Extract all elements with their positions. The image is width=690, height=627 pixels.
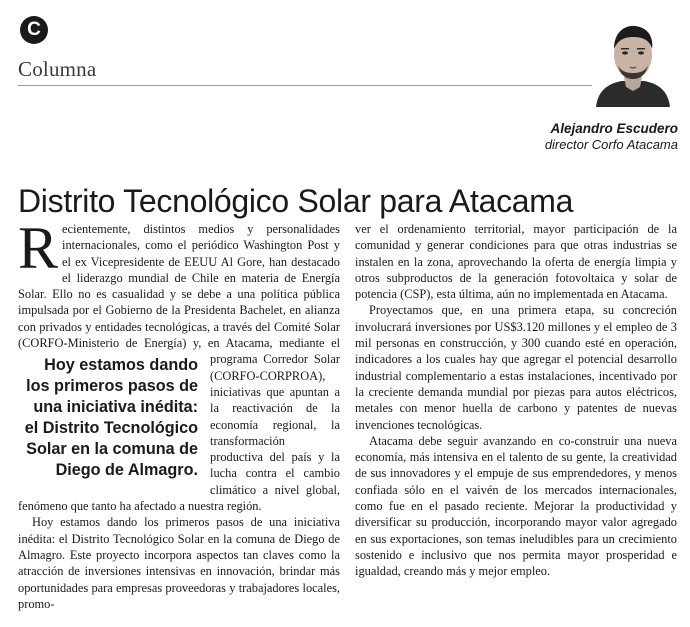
article-column-1 xyxy=(18,215,341,621)
author-role: director Corfo Atacama xyxy=(544,137,678,152)
paragraph-2: Hoy estamos dando los primeros pasos de una iniciativa inédita: el Distrito Tecnológico Solar en la comuna de Diego de Almagro. Este proyecto incorpora aspectos tan claves como la atracción de inversiones intensivas en innovación, brindar más oportunidades para empresas proveedoras y trabajadores locales, promo- xyxy=(18,515,340,611)
paragraph-1-text-start: ecientemente, distintos medios y personalidades internacionales, como el periódico Washington Post y el ex Vicepresidente de EEUU Al Gore, han destacado el liderazgo mundial de Chile en materia de Energía Solar. Ello no es casualidad y se debe a una política pública impulsada por el Gobierno de la Presidenta Bachelet, en alianza con privados y entidades tecnológicas, a través del Comité Solar (CORFO-Ministerio de Energía) y, en Atacama, xyxy=(18,222,340,351)
drop-cap: R xyxy=(18,215,59,281)
header-divider xyxy=(18,85,594,86)
paragraph-3: ver el ordenamiento territorial, mayor participación de la comunidad y generar condiciones para que otras industrias se instalen en la zona, aprovechando la oferta de energía limpia y otros subproductos de la generación fotovoltaica y solar de potencia (CSP), esta última, aún no implementada en Atacama. xyxy=(355,222,677,302)
pull-quote: Hoy estamos dando los primeros pasos de una iniciativa inédita: el Distrito Tecnológico Solar en la comuna de Diego de Almagro. xyxy=(24,356,198,480)
section-label: Columna xyxy=(18,57,97,81)
paragraph-5: Atacama debe seguir avanzando en co-construir una nueva economía, más intensiva en el talento de su gente, la creatividad de sus innovadores y el empuje de sus emprendedores, y menos confiada sólo en el vaivén de los mercados internacionales, como fue en el pasado reciente. Mejorar la productividad y diversificar su producción, incorporando mayor valor agregado en sus exportaciones, son temas ineludibles para un crecimiento sostenido e inclusivo que nos permita mayor prosperidad e igualdad, creando más y mejor empleo. xyxy=(355,433,677,579)
section-badge: C xyxy=(20,16,48,44)
paragraph-1-text-end: mediante el programa Corredor Solar (CORFO-CORPROA), iniciativas que apuntan a la reactivación de la economía regional, la transformación productiva del país y la lucha contra el cambio climático a nivel global, fenómeno que tanto ha afectado a nuestra región. xyxy=(18,336,341,514)
paragraph-4: Proyectamos que, en una primera etapa, su concreción involucrará inversiones por US$3.120 millones y el empleo de 3 mil personas en construcción, y 300 cuando esté en operación, indicadores a los cuales hay que agregar el potencial desarrollo industrial complementario a estas instalaciones, incentivado por la creciente demanda mundial por piezas para autos eléctricos, metales con menor huella de carbono y patentes de nuevas invenciones tecnológicas. xyxy=(355,303,677,432)
paragraph-intro xyxy=(18,215,341,514)
author-portrait-icon xyxy=(592,15,674,107)
author-name: Alejandro Escudero xyxy=(550,121,678,136)
article-column-2 xyxy=(355,221,677,621)
paragraph-1-text xyxy=(18,215,341,514)
article-headline: Distrito Tecnológico Solar para Atacama xyxy=(18,183,574,220)
author-portrait-photo xyxy=(592,15,674,107)
